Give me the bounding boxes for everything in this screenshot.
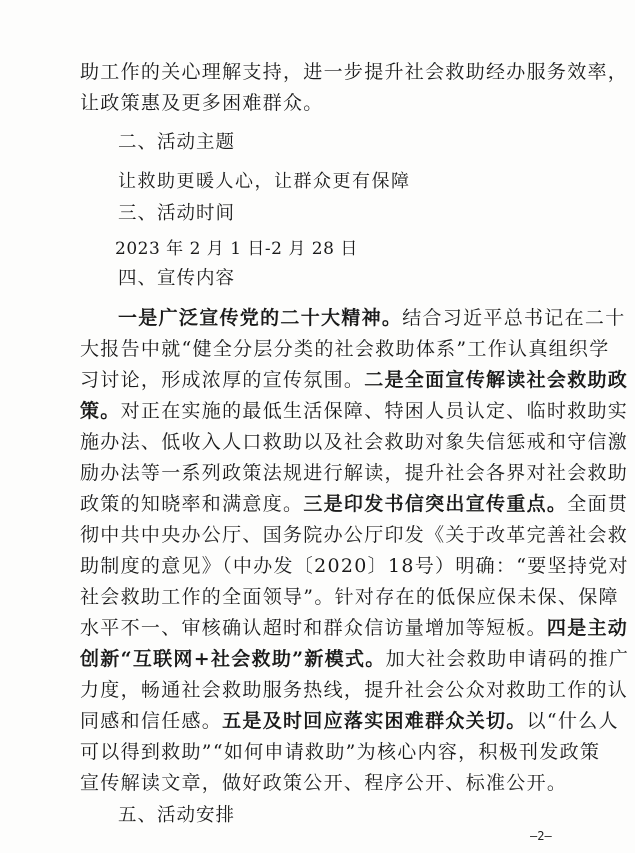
content-text: 以“什么人 bbox=[526, 710, 619, 732]
paragraph-line: 让政策惠及更多困难群众。 bbox=[80, 92, 324, 114]
content-line bbox=[80, 585, 619, 609]
content-text: 励办法等一系列政策法规进行解读，提升社会各界对社会救助 bbox=[80, 462, 629, 484]
content-line bbox=[118, 306, 626, 330]
content-text: 施办法、低收入人口救助以及社会救助对象失信惩戒和守信激 bbox=[80, 431, 629, 453]
content-emphasis: 三是印发书信突出宣传重点。 bbox=[303, 493, 568, 515]
content-text: 力度，畅通社会救助服务热线，提升社会公众对救助工作的认 bbox=[80, 679, 629, 701]
content-text: 政策的知晓率和满意度。 bbox=[80, 493, 304, 515]
content-text: 可以得到救助”“如何申请救助”为核心内容，积极刊发政策 bbox=[80, 741, 601, 763]
content-emphasis: 五是及时回应落实困难群众关切。 bbox=[222, 710, 527, 732]
content-emphasis: 二是全面宣传解读社会救助政 bbox=[364, 369, 629, 391]
content-text: 同感和信任感。 bbox=[80, 710, 223, 732]
content-text: 习讨论，形成浓厚的宣传氛围。 bbox=[80, 369, 365, 391]
content-line bbox=[80, 461, 629, 485]
content-emphasis: 策。 bbox=[80, 400, 121, 422]
content-text: 加大社会救助申请码的推广 bbox=[385, 648, 630, 670]
page-number: —2— bbox=[530, 829, 552, 843]
paragraph-line: 助工作的关心理解支持，进一步提升社会救助经办服务效率， bbox=[80, 61, 629, 83]
content-emphasis: 四是主动 bbox=[546, 617, 629, 639]
content-text: 大报告中就“健全分层分类的社会救助体系”工作认真组织学 bbox=[80, 338, 610, 360]
content-line bbox=[80, 337, 610, 361]
content-text: 助制度的意见》（中办发〔2020〕18号）明确：“要坚持党对 bbox=[80, 555, 629, 577]
content-text: 宣传解读文章，做好政策公开、程序公开、标准公开。 bbox=[80, 772, 568, 794]
content-line bbox=[80, 647, 630, 671]
time-text: 2023 年 2 月 1 日-2 月 28 日 bbox=[115, 239, 358, 259]
content-text: 水平不一、审核确认超时和群众信访量增加等短板。 bbox=[80, 617, 547, 639]
content-line bbox=[80, 399, 629, 423]
content-line bbox=[80, 368, 629, 392]
section-heading-time: 三、活动时间 bbox=[118, 203, 236, 224]
content-text: 结合习近平总书记在二十 bbox=[402, 307, 626, 329]
content-line bbox=[80, 709, 619, 733]
content-emphasis: 创新“互联网+社会救助”新模式。 bbox=[80, 648, 386, 670]
content-line bbox=[80, 554, 629, 578]
section-heading-arrangement: 五、活动安排 bbox=[118, 805, 236, 826]
content-line bbox=[80, 430, 629, 454]
content-text: 全面贯 bbox=[567, 493, 629, 515]
content-line bbox=[80, 678, 629, 702]
theme-text: 让救助更暖人心，让群众更有保障 bbox=[118, 171, 411, 192]
content-text: 彻中共中央办公厅、国务院办公厅印发《关于改革完善社会救 bbox=[80, 524, 629, 546]
content-line bbox=[80, 492, 629, 516]
content-line bbox=[80, 616, 629, 640]
section-heading-content: 四、宣传内容 bbox=[118, 268, 236, 289]
content-line bbox=[80, 740, 601, 764]
content-emphasis: 一是广泛宣传党的二十大精神。 bbox=[118, 307, 403, 329]
content-line bbox=[80, 523, 629, 547]
content-text: 社会救助工作的全面领导”。针对存在的低保应保未保、保障 bbox=[80, 586, 619, 608]
content-text: 对正在实施的最低生活保障、特困人员认定、临时救助实 bbox=[120, 400, 629, 422]
section-heading-theme: 二、活动主题 bbox=[118, 132, 236, 153]
content-line bbox=[80, 771, 568, 795]
